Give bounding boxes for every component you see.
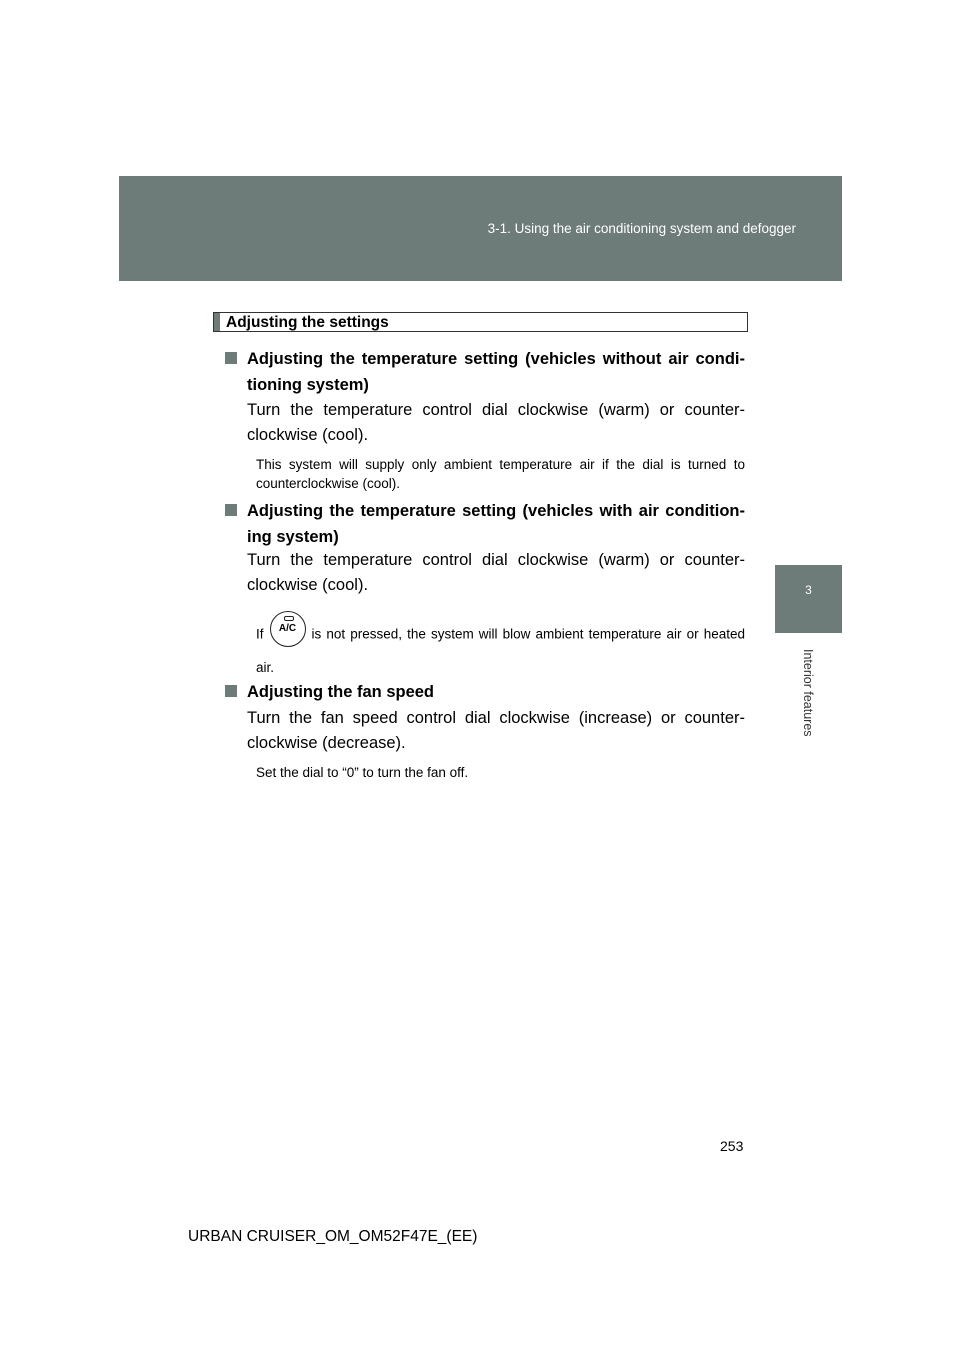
square-bullet-icon [225, 685, 237, 697]
block-1-body: Turn the temperature control dial clockwise (warm) or counter-clockwise (cool). [247, 401, 745, 444]
square-bullet-icon [225, 352, 237, 364]
ac-button-label: A/C [278, 623, 297, 634]
chapter-label-container [794, 633, 822, 753]
ac-indicator-light [284, 616, 294, 621]
chapter-tab [775, 565, 842, 633]
block-3-heading-text: Adjusting the fan speed [247, 683, 435, 701]
footer-doc-id: URBAN CRUISER_OM_OM52F47E_(EE) [188, 1228, 478, 1245]
block-2-note-prefix: If [256, 626, 264, 642]
block-2-note [256, 617, 745, 683]
block-2-body: Turn the temperature control dial clockwise (warm) or counter-clockwise (cool). [247, 551, 745, 594]
block-2-heading-text: Adjusting the temperature setting (vehicles with air condition-ing system) [247, 502, 745, 546]
header-band [119, 176, 842, 281]
chapter-number: 3 [805, 583, 812, 597]
chapter-label: Interior features [801, 649, 815, 737]
block-2-heading [225, 498, 745, 550]
block-1-heading [225, 346, 745, 398]
page-number: 253 [720, 1138, 744, 1154]
section-accent [214, 313, 220, 331]
block-2-note-suffix: is not pressed, the system will blow ambient temperature air or heated air. [256, 626, 745, 675]
section-title-bar [213, 312, 748, 332]
block-1-note: This system will supply only ambient temperature air if the dial is turned to counterclockwise (cool). [256, 457, 745, 491]
block-3-note: Set the dial to “0” to turn the fan off. [256, 765, 469, 780]
section-title: Adjusting the settings [226, 314, 389, 331]
ac-button-icon [270, 611, 306, 647]
header-section-title: 3-1. Using the air conditioning system and defogger [487, 221, 796, 236]
block-3-heading [225, 679, 745, 705]
square-bullet-icon [225, 504, 237, 516]
block-1-heading-text: Adjusting the temperature setting (vehicles without air condi-tioning system) [247, 350, 745, 394]
block-3-body: Turn the fan speed control dial clockwise (increase) or counter-clockwise (decrease). [247, 709, 745, 752]
